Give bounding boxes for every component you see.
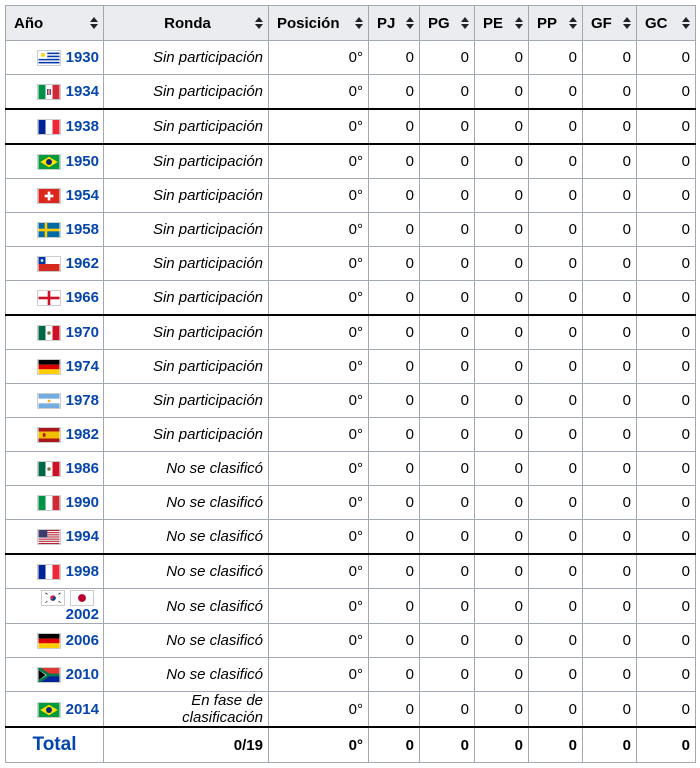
round-cell: Sin participación [104, 41, 269, 75]
table-row [6, 624, 696, 658]
table-row [6, 554, 696, 589]
gc-cell: 0 [637, 624, 696, 658]
year-link[interactable]: 1974 [65, 357, 99, 375]
pp-cell: 0 [529, 144, 583, 179]
sort-arrows-icon[interactable] [682, 17, 690, 29]
sort-arrows-icon[interactable] [406, 17, 414, 29]
pe-cell: 0 [475, 213, 529, 247]
round-cell: En fase de clasificación [104, 692, 269, 728]
pe-cell: 0 [475, 281, 529, 316]
column-header-label: GF [591, 14, 612, 32]
gc-cell: 0 [637, 692, 696, 728]
column-header-year[interactable] [6, 6, 104, 41]
sort-arrows-icon[interactable] [355, 17, 363, 29]
pe-cell: 0 [475, 41, 529, 75]
pp-cell: 0 [529, 75, 583, 110]
column-header-label: GC [645, 14, 668, 32]
pe-cell: 0 [475, 658, 529, 692]
table-row [6, 589, 696, 624]
pe-cell: 0 [475, 315, 529, 350]
gc-cell: 0 [637, 589, 696, 624]
table-row [6, 350, 696, 384]
pg-cell: 0 [420, 41, 475, 75]
position-cell: 0° [269, 452, 369, 486]
gf-cell: 0 [583, 144, 637, 179]
sort-arrows-icon[interactable] [623, 17, 631, 29]
gf-cell: 0 [583, 179, 637, 213]
year-link[interactable]: 1962 [65, 254, 99, 272]
year-cell [6, 109, 104, 144]
italy-kingdom-flag-icon [37, 84, 61, 100]
gc-cell: 0 [637, 418, 696, 452]
gc-cell: 0 [637, 109, 696, 144]
year-link[interactable]: 1950 [65, 152, 99, 170]
pp-cell: 0 [529, 418, 583, 452]
pg-cell: 0 [420, 247, 475, 281]
pj-cell: 0 [369, 486, 420, 520]
pj-cell: 0 [369, 692, 420, 728]
column-header-label: Ronda [164, 14, 211, 32]
table-row [6, 486, 696, 520]
pg-cell: 0 [420, 554, 475, 589]
column-header-gc[interactable] [637, 6, 696, 41]
spain-flag-icon [37, 427, 61, 443]
pg-cell: 0 [420, 520, 475, 555]
position-cell: 0° [269, 486, 369, 520]
position-cell: 0° [269, 658, 369, 692]
pg-cell: 0 [420, 384, 475, 418]
year-link[interactable]: 1986 [65, 459, 99, 477]
world-cup-history-table-wrapper [5, 5, 696, 763]
pp-cell: 0 [529, 41, 583, 75]
pj-cell: 0 [369, 624, 420, 658]
table-row [6, 418, 696, 452]
pj-cell: 0 [369, 75, 420, 110]
year-link[interactable]: 1934 [65, 82, 99, 100]
south-korea-flag-icon [41, 590, 65, 606]
gf-cell: 0 [583, 41, 637, 75]
year-link[interactable]: 1954 [65, 186, 99, 204]
total-pg-cell: 0 [420, 727, 475, 763]
sweden-flag-icon [37, 222, 61, 238]
table-row [6, 692, 696, 728]
pe-cell: 0 [475, 554, 529, 589]
pp-cell: 0 [529, 281, 583, 316]
england-flag-icon [37, 290, 61, 306]
table-row [6, 144, 696, 179]
year-link[interactable]: 1994 [65, 527, 99, 545]
round-cell: No se clasificó [104, 452, 269, 486]
germany-flag-icon [37, 633, 61, 649]
round-cell: No se clasificó [104, 658, 269, 692]
pe-cell: 0 [475, 144, 529, 179]
year-link[interactable]: 2010 [65, 666, 99, 684]
year-link[interactable]: 1970 [65, 323, 99, 341]
pg-cell: 0 [420, 144, 475, 179]
gc-cell: 0 [637, 554, 696, 589]
round-cell: No se clasificó [104, 520, 269, 555]
gf-cell: 0 [583, 418, 637, 452]
total-round-cell: 0/19 [104, 727, 269, 763]
year-link[interactable]: 1938 [65, 117, 99, 135]
gc-cell: 0 [637, 452, 696, 486]
gc-cell: 0 [637, 486, 696, 520]
position-cell: 0° [269, 247, 369, 281]
year-cell [6, 418, 104, 452]
pp-cell: 0 [529, 624, 583, 658]
pe-cell: 0 [475, 589, 529, 624]
pp-cell: 0 [529, 554, 583, 589]
column-header-gf[interactable] [583, 6, 637, 41]
position-cell: 0° [269, 75, 369, 110]
position-cell: 0° [269, 144, 369, 179]
table-row [6, 75, 696, 110]
year-link[interactable]: 1958 [65, 220, 99, 238]
france-flag-icon [37, 564, 61, 580]
gc-cell: 0 [637, 179, 696, 213]
year-cell [6, 486, 104, 520]
table-row [6, 452, 696, 486]
gf-cell: 0 [583, 520, 637, 555]
pg-cell: 0 [420, 452, 475, 486]
year-cell [6, 658, 104, 692]
year-link[interactable]: 2014 [65, 700, 99, 718]
pj-cell: 0 [369, 384, 420, 418]
gc-cell: 0 [637, 658, 696, 692]
gc-cell: 0 [637, 247, 696, 281]
year-link[interactable]: 1978 [65, 391, 99, 409]
gf-cell: 0 [583, 75, 637, 110]
gf-cell: 0 [583, 350, 637, 384]
round-cell: Sin participación [104, 350, 269, 384]
pe-cell: 0 [475, 624, 529, 658]
pj-cell: 0 [369, 247, 420, 281]
column-header-pj[interactable] [369, 6, 420, 41]
sort-arrows-icon[interactable] [569, 17, 577, 29]
gf-cell: 0 [583, 213, 637, 247]
pj-cell: 0 [369, 658, 420, 692]
year-link[interactable]: 2002 [65, 606, 99, 624]
pp-cell: 0 [529, 109, 583, 144]
year-cell [6, 41, 104, 75]
chile-flag-icon [37, 256, 61, 272]
brazil-flag-icon [37, 702, 61, 718]
total-gc-cell: 0 [637, 727, 696, 763]
year-cell [6, 452, 104, 486]
italy-flag-icon [37, 495, 61, 511]
gf-cell: 0 [583, 384, 637, 418]
round-cell: Sin participación [104, 75, 269, 110]
pj-cell: 0 [369, 179, 420, 213]
position-cell: 0° [269, 520, 369, 555]
year-cell [6, 520, 104, 555]
pj-cell: 0 [369, 213, 420, 247]
pe-cell: 0 [475, 418, 529, 452]
pp-cell: 0 [529, 315, 583, 350]
pj-cell: 0 [369, 144, 420, 179]
pg-cell: 0 [420, 589, 475, 624]
usa-flag-icon [37, 529, 61, 545]
position-cell: 0° [269, 384, 369, 418]
column-header-round[interactable] [104, 6, 269, 41]
pj-cell: 0 [369, 452, 420, 486]
position-cell: 0° [269, 213, 369, 247]
pp-cell: 0 [529, 247, 583, 281]
gc-cell: 0 [637, 520, 696, 555]
sort-arrows-icon[interactable] [255, 17, 263, 29]
position-cell: 0° [269, 315, 369, 350]
round-cell: Sin participación [104, 418, 269, 452]
table-row [6, 281, 696, 316]
pj-cell: 0 [369, 281, 420, 316]
total-pe-cell: 0 [475, 727, 529, 763]
position-cell: 0° [269, 350, 369, 384]
table-row [6, 658, 696, 692]
header-row [6, 6, 696, 41]
japan-flag-icon [70, 590, 94, 606]
round-cell: Sin participación [104, 384, 269, 418]
pg-cell: 0 [420, 75, 475, 110]
gf-cell: 0 [583, 624, 637, 658]
gc-cell: 0 [637, 350, 696, 384]
gc-cell: 0 [637, 384, 696, 418]
total-label: Total [6, 727, 104, 763]
table-row [6, 520, 696, 555]
world-cup-history-table [5, 5, 696, 763]
pg-cell: 0 [420, 281, 475, 316]
pp-cell: 0 [529, 589, 583, 624]
pe-cell: 0 [475, 109, 529, 144]
gc-cell: 0 [637, 315, 696, 350]
pe-cell: 0 [475, 692, 529, 728]
total-position-cell: 0° [269, 727, 369, 763]
round-cell: No se clasificó [104, 554, 269, 589]
table-row [6, 41, 696, 75]
total-pp-cell: 0 [529, 727, 583, 763]
year-cell [6, 315, 104, 350]
pj-cell: 0 [369, 520, 420, 555]
pp-cell: 0 [529, 486, 583, 520]
gc-cell: 0 [637, 75, 696, 110]
gf-cell: 0 [583, 554, 637, 589]
pe-cell: 0 [475, 75, 529, 110]
pp-cell: 0 [529, 520, 583, 555]
column-header-label: Año [14, 14, 44, 32]
pj-cell: 0 [369, 315, 420, 350]
position-cell: 0° [269, 109, 369, 144]
year-link[interactable]: 1930 [65, 48, 99, 66]
pj-cell: 0 [369, 589, 420, 624]
round-cell: Sin participación [104, 315, 269, 350]
year-cell [6, 247, 104, 281]
pg-cell: 0 [420, 350, 475, 384]
gf-cell: 0 [583, 452, 637, 486]
position-cell: 0° [269, 179, 369, 213]
gc-cell: 0 [637, 144, 696, 179]
column-header-pe[interactable] [475, 6, 529, 41]
pp-cell: 0 [529, 350, 583, 384]
switzerland-flag-icon [37, 188, 61, 204]
gf-cell: 0 [583, 109, 637, 144]
pj-cell: 0 [369, 41, 420, 75]
position-cell: 0° [269, 692, 369, 728]
year-cell [6, 179, 104, 213]
gc-cell: 0 [637, 281, 696, 316]
gf-cell: 0 [583, 692, 637, 728]
pg-cell: 0 [420, 179, 475, 213]
gf-cell: 0 [583, 315, 637, 350]
column-header-label: PJ [377, 14, 396, 32]
year-cell [6, 281, 104, 316]
table-row [6, 315, 696, 350]
sort-arrows-icon[interactable] [90, 17, 98, 29]
argentina-flag-icon [37, 393, 61, 409]
brazil-flag-icon [37, 154, 61, 170]
column-header-position[interactable] [269, 6, 369, 41]
round-cell: Sin participación [104, 179, 269, 213]
pg-cell: 0 [420, 658, 475, 692]
pe-cell: 0 [475, 486, 529, 520]
pg-cell: 0 [420, 213, 475, 247]
column-header-label: PP [537, 14, 558, 32]
pg-cell: 0 [420, 624, 475, 658]
year-link[interactable]: 1982 [65, 425, 99, 443]
mexico-flag-icon [37, 461, 61, 477]
year-cell [6, 692, 104, 728]
column-header-pp[interactable] [529, 6, 583, 41]
round-cell: Sin participación [104, 281, 269, 316]
position-cell: 0° [269, 41, 369, 75]
pj-cell: 0 [369, 554, 420, 589]
position-cell: 0° [269, 418, 369, 452]
round-cell: Sin participación [104, 247, 269, 281]
sort-arrows-icon[interactable] [515, 17, 523, 29]
year-cell [6, 384, 104, 418]
gf-cell: 0 [583, 281, 637, 316]
pg-cell: 0 [420, 486, 475, 520]
pp-cell: 0 [529, 213, 583, 247]
sort-arrows-icon[interactable] [461, 17, 469, 29]
gf-cell: 0 [583, 658, 637, 692]
france-flag-icon [37, 119, 61, 135]
year-cell [6, 554, 104, 589]
pp-cell: 0 [529, 384, 583, 418]
year-link[interactable]: 1966 [65, 288, 99, 306]
pg-cell: 0 [420, 418, 475, 452]
gf-cell: 0 [583, 589, 637, 624]
gc-cell: 0 [637, 213, 696, 247]
round-cell: No se clasificó [104, 486, 269, 520]
pe-cell: 0 [475, 350, 529, 384]
pj-cell: 0 [369, 109, 420, 144]
year-cell [6, 624, 104, 658]
pp-cell: 0 [529, 179, 583, 213]
table-row [6, 109, 696, 144]
year-link[interactable]: 1998 [65, 562, 99, 580]
mexico-flag-icon [37, 325, 61, 341]
round-cell: Sin participación [104, 144, 269, 179]
pe-cell: 0 [475, 179, 529, 213]
pe-cell: 0 [475, 247, 529, 281]
year-link[interactable]: 1990 [65, 493, 99, 511]
column-header-label: PG [428, 14, 450, 32]
round-cell: Sin participación [104, 213, 269, 247]
total-pj-cell: 0 [369, 727, 420, 763]
pg-cell: 0 [420, 692, 475, 728]
pp-cell: 0 [529, 692, 583, 728]
column-header-label: PE [483, 14, 504, 32]
year-cell [6, 144, 104, 179]
gf-cell: 0 [583, 486, 637, 520]
position-cell: 0° [269, 624, 369, 658]
pg-cell: 0 [420, 315, 475, 350]
pe-cell: 0 [475, 520, 529, 555]
pe-cell: 0 [475, 452, 529, 486]
pj-cell: 0 [369, 350, 420, 384]
table-row [6, 213, 696, 247]
position-cell: 0° [269, 554, 369, 589]
position-cell: 0° [269, 589, 369, 624]
table-row [6, 247, 696, 281]
south-africa-flag-icon [37, 667, 61, 683]
pp-cell: 0 [529, 452, 583, 486]
total-row [6, 727, 696, 763]
pg-cell: 0 [420, 109, 475, 144]
position-cell: 0° [269, 281, 369, 316]
year-cell [6, 75, 104, 110]
pe-cell: 0 [475, 384, 529, 418]
year-cell [6, 350, 104, 384]
round-cell: No se clasificó [104, 624, 269, 658]
germany-flag-icon [37, 359, 61, 375]
gf-cell: 0 [583, 247, 637, 281]
total-gf-cell: 0 [583, 727, 637, 763]
year-cell [6, 589, 104, 624]
pp-cell: 0 [529, 658, 583, 692]
pj-cell: 0 [369, 418, 420, 452]
table-row [6, 179, 696, 213]
column-header-label: Posición [277, 14, 340, 32]
year-link[interactable]: 2006 [65, 632, 99, 650]
year-cell [6, 213, 104, 247]
gc-cell: 0 [637, 41, 696, 75]
round-cell: Sin participación [104, 109, 269, 144]
round-cell: No se clasificó [104, 589, 269, 624]
uruguay-flag-icon [37, 50, 61, 66]
table-row [6, 384, 696, 418]
column-header-pg[interactable] [420, 6, 475, 41]
